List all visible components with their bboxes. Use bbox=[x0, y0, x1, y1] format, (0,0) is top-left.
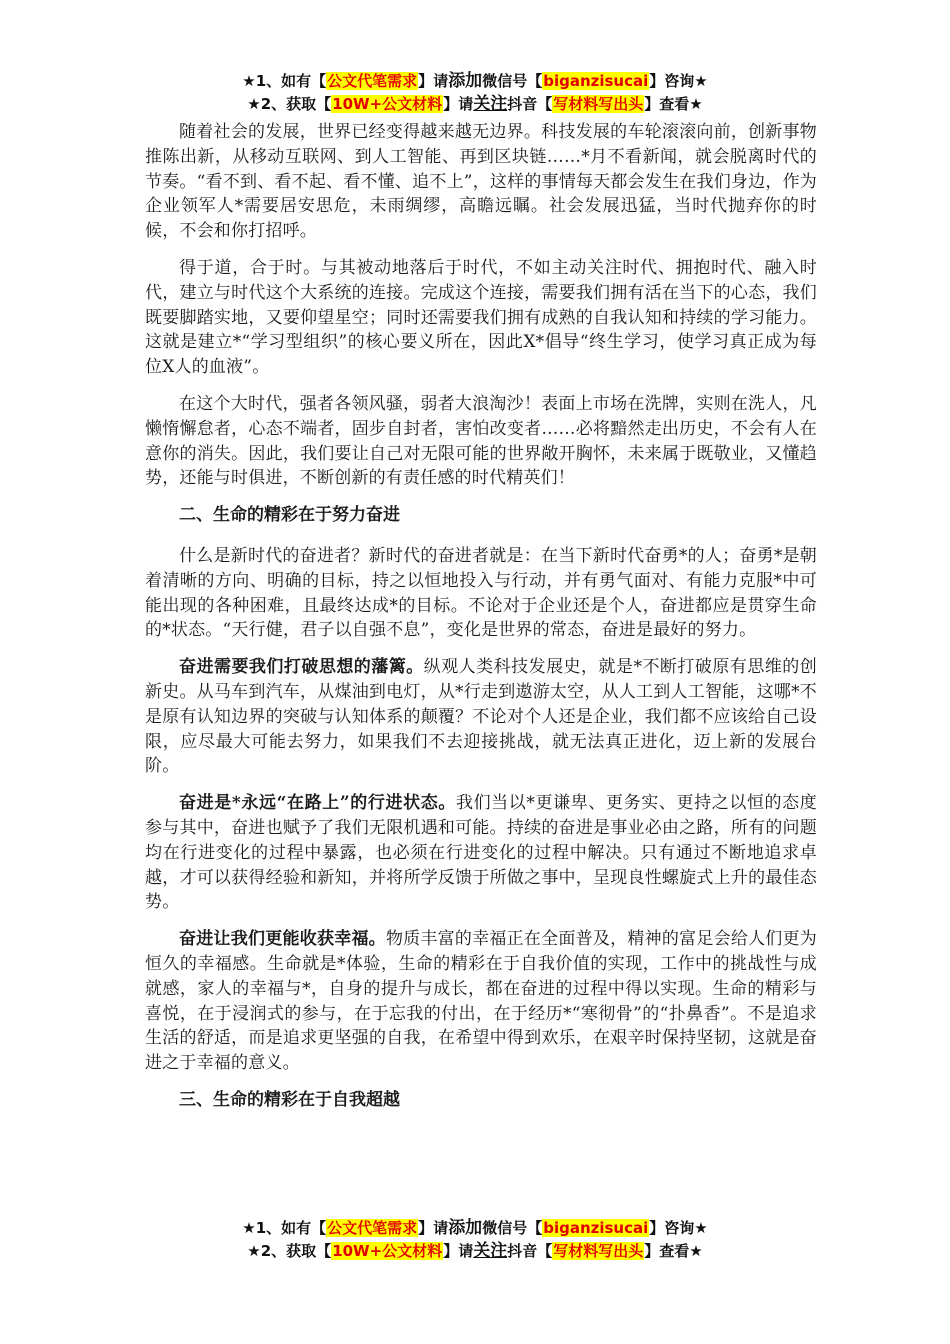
paragraph-text: 我们当以*更谦卑、更务实、更持之以恒的态度参与其中，奋进也赋予了我们无限机遇和可能。持续的奋进是事业必由之路，所有的问题均在行进变化的过程中暴露，也必须在行进变化的过程中解决。只有通过不断地追求卓越，才可以获得经验和新知，并将所学反馈于所做之事中，呈现良性螺旋式上升的最佳态势。 bbox=[145, 793, 817, 913]
paragraph bbox=[145, 791, 817, 915]
promo-wechat-id: biganzisucai bbox=[543, 72, 649, 90]
promo-banner-bottom bbox=[0, 1217, 950, 1263]
promo-highlight: 10W+公文材料 bbox=[332, 95, 443, 113]
promo-highlight: 公文代笔需求 bbox=[327, 1219, 418, 1237]
promo-text: 】请 bbox=[418, 1219, 449, 1237]
promo-emphasis: 关注 bbox=[473, 94, 508, 114]
promo-text: ★2、获取【 bbox=[247, 1242, 332, 1260]
document-body bbox=[145, 120, 817, 1129]
promo-emphasis: 关注 bbox=[473, 1241, 508, 1261]
paragraph-lead: 奋进是*永远“在路上”的行进状态。 bbox=[179, 793, 456, 814]
promo-text: 】请 bbox=[443, 95, 474, 113]
paragraph-text: 纵观人类科技发展史，就是*不断打破原有思维的创新史。从马车到汽车，从煤油到电灯，从*行走到遨游太空，从人工到人工智能，这哪*不是原有认知边界的突破与认知体系的颠覆？不论对个人还是企业，我们都不应该给自己设限，应尽最大可能去努力，如果我们不去迎接挑战，就无法真正进化，迈上新的发展台阶。 bbox=[145, 657, 817, 777]
promo-text: 】请 bbox=[443, 1242, 474, 1260]
promo-text: 】查看★ bbox=[644, 1242, 703, 1260]
promo-line-1 bbox=[0, 1217, 950, 1240]
promo-text: 抖音【 bbox=[507, 95, 553, 113]
promo-text: ★2、获取【 bbox=[247, 95, 332, 113]
paragraph bbox=[145, 655, 817, 779]
promo-highlight: 公文代笔需求 bbox=[327, 72, 418, 90]
promo-text: 抖音【 bbox=[507, 1242, 553, 1260]
paragraph: 什么是新时代的奋进者？新时代的奋进者就是：在当下新时代奋勇*的人；奋勇*是朝着清晰的方向、明确的目标，持之以恒地投入与行动，并有勇气面对、有能力克服*中可能出现的各种困难，且最终达成*的目标。不论对于企业还是个人，奋进都应是贯穿生命的*状态。“天行健，君子以自强不息”，变化是世界的常态，奋进是最好的努力。 bbox=[145, 545, 817, 641]
paragraph-lead: 奋进需要我们打破思想的藩篱。 bbox=[179, 657, 424, 678]
promo-text: 】咨询★ bbox=[649, 1219, 708, 1237]
paragraph-lead: 奋进让我们更能收获幸福。 bbox=[179, 929, 386, 950]
promo-emphasis: 添加 bbox=[448, 1218, 483, 1238]
promo-highlight: 10W+公文材料 bbox=[332, 1242, 443, 1260]
paragraph: 随着社会的发展，世界已经变得越来越无边界。科技发展的车轮滚滚向前，创新事物推陈出新，从移动互联网、到人工智能、再到区块链……*月不看新闻，就会脱离时代的节奏。“看不到、看不起、看不懂、追不上”，这样的事情每天都会发生在我们身边，作为企业领军人*需要居安思危，未雨绸缪，高瞻远瞩。社会发展迅猛，当时代抛弃你的时候，不会和你打招呼。 bbox=[145, 122, 817, 242]
promo-text: 】咨询★ bbox=[649, 72, 708, 90]
promo-text: ★1、如有【 bbox=[242, 1219, 327, 1237]
promo-line-2 bbox=[0, 1240, 950, 1263]
promo-banner-top bbox=[0, 70, 950, 116]
paragraph: 在这个大时代，强者各领风骚，弱者大浪淘沙！表面上市场在洗牌，实则在洗人，凡懒惰懈怠者，心态不端者，固步自封者，害怕改变者……必将黯然走出历史，不会有人在意你的消失。因此，我们要让自己对无限可能的世界敞开胸怀，未来属于既敬业，又懂趋势，还能与时俱进，不断创新的有责任感的时代精英们！ bbox=[145, 393, 817, 489]
paragraph-text: 物质丰富的幸福正在全面普及，精神的富足会给人们更为恒久的幸福感。生命就是*体验，生命的精彩在于自我价值的实现，工作中的挑战性与成就感，家人的幸福与*，自身的提升与成长，都在奋进的过程中得以实现。生命的精彩与喜悦，在于浸润式的参与，在于忘我的付出，在于经历*“寒彻骨”的“扑鼻香”。不是追求生活的舒适，而是追求更坚强的自我，在希望中得到欢乐，在艰辛时保持坚韧，这就是奋进之于幸福的意义。 bbox=[145, 929, 817, 1074]
promo-line-1 bbox=[0, 70, 950, 93]
promo-text: 】查看★ bbox=[644, 95, 703, 113]
promo-wechat-id: biganzisucai bbox=[543, 1219, 649, 1237]
section-heading: 二、生命的精彩在于努力奋进 bbox=[179, 505, 400, 526]
promo-douyin-id: 写材料写出头 bbox=[553, 95, 644, 113]
promo-text: ★1、如有【 bbox=[242, 72, 327, 90]
section-heading: 三、生命的精彩在于自我超越 bbox=[179, 1089, 400, 1110]
paragraph bbox=[145, 927, 817, 1076]
promo-text: 微信号【 bbox=[482, 1219, 543, 1237]
promo-line-2 bbox=[0, 93, 950, 116]
paragraph: 得于道，合于时。与其被动地落后于时代，不如主动关注时代、拥抱时代、融入时代，建立与时代这个大系统的连接。完成这个连接，需要我们拥有活在当下的心态，我们既要脚踏实地，又要仰望星空；同时还需要我们拥有成熟的自我认知和持续的学习能力。这就是建立*“学习型组织”的核心要义所在，因此X*倡导“终生学习，使学习真正成为每位X人的血液”。 bbox=[145, 257, 817, 378]
promo-text: 】请 bbox=[418, 72, 449, 90]
promo-text: 微信号【 bbox=[482, 72, 543, 90]
promo-emphasis: 添加 bbox=[448, 71, 483, 91]
promo-douyin-id: 写材料写出头 bbox=[553, 1242, 644, 1260]
